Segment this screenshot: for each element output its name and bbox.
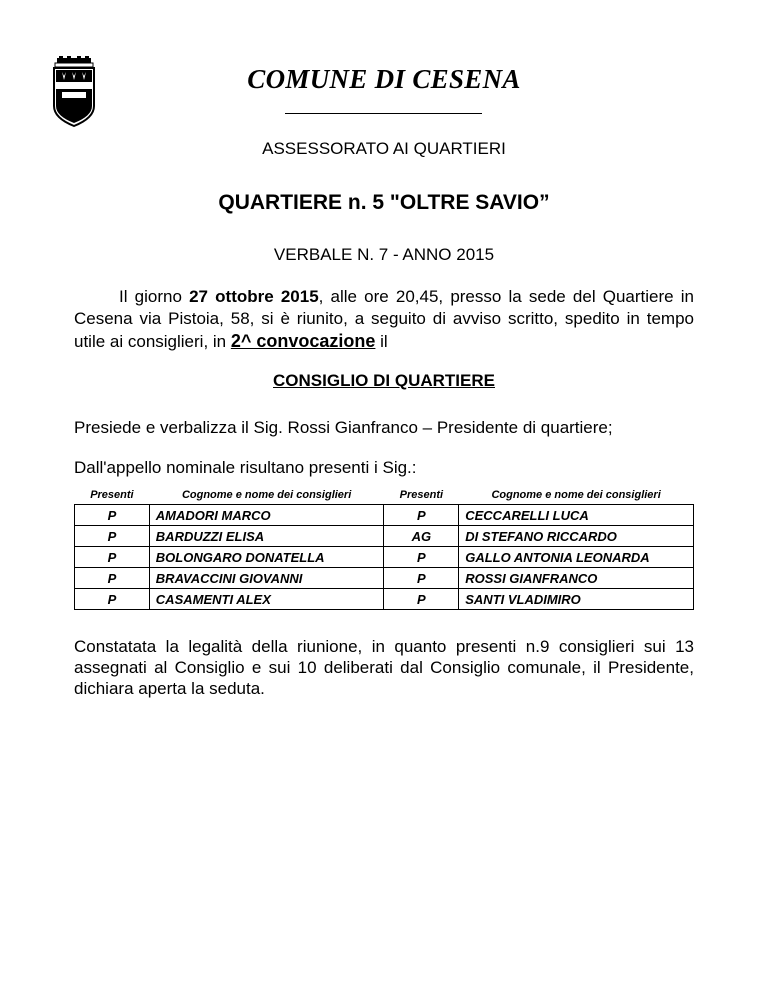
councillor-name: BARDUZZI ELISA	[149, 526, 384, 547]
councillor-name: CECCARELLI LUCA	[459, 505, 694, 526]
councillor-name: CASAMENTI ALEX	[149, 589, 384, 610]
table-row	[75, 526, 694, 547]
presence-mark: P	[384, 589, 459, 610]
intro-text-2: , alle ore 20,45, presso la sede del Quartiere in Cesena via Pistoia, 58, si è riunito, a seguito di avviso scritto, spedito in tempo utile ai consiglieri, in	[74, 287, 694, 351]
verbale-number: VERBALE N. 7 - ANNO 2015	[273, 245, 495, 264]
presence-mark: P	[75, 526, 150, 547]
header-nome-2: Cognome e nome dei consiglieri	[491, 489, 661, 501]
presence-mark: AG	[384, 526, 459, 547]
presence-mark: P	[75, 505, 150, 526]
comune-title: COMUNE DI CESENA	[247, 64, 521, 94]
presence-mark: P	[75, 589, 150, 610]
councillor-name: ROSSI GIANFRANCO	[459, 568, 694, 589]
table-row	[75, 505, 694, 526]
appello-line: Dall'appello nominale risultano presenti i Sig.:	[74, 458, 417, 477]
presiede-line: Presiede e verbalizza il Sig. Rossi Gianfranco – Presidente di quartiere;	[74, 418, 613, 437]
attendance-header-row	[75, 488, 694, 505]
presence-mark: P	[384, 505, 459, 526]
header-nome-1: Cognome e nome dei consiglieri	[181, 489, 352, 501]
intro-text-1: Il giorno	[119, 287, 190, 306]
table-row	[75, 568, 694, 589]
header-presenti-1: Presenti	[90, 489, 134, 501]
header-presenti-2: Presenti	[399, 489, 444, 501]
councillor-name: DI STEFANO RICCARDO	[459, 526, 694, 547]
intro-text-3: il	[375, 332, 388, 351]
title-underline	[285, 113, 482, 114]
attendance-table	[74, 488, 694, 610]
table-row	[75, 547, 694, 568]
councillor-name: AMADORI MARCO	[149, 505, 384, 526]
presence-mark: P	[384, 547, 459, 568]
meeting-date: 27 ottobre 2015	[189, 287, 319, 306]
presence-mark: P	[384, 568, 459, 589]
consiglio-heading: CONSIGLIO DI QUARTIERE	[273, 371, 495, 390]
convocazione: 2^ convocazione	[230, 331, 376, 351]
councillor-name: GALLO ANTONIA LEONARDA	[459, 547, 694, 568]
assessorato-heading: ASSESSORATO AI QUARTIERI	[262, 139, 506, 158]
councillor-name: BRAVACCINI GIOVANNI	[149, 568, 384, 589]
councillor-name: BOLONGARO DONATELLA	[149, 547, 384, 568]
quartiere-heading: QUARTIERE n. 5 "OLTRE SAVIO”	[218, 191, 550, 214]
intro-paragraph	[74, 286, 694, 353]
presence-mark: P	[75, 568, 150, 589]
table-row	[75, 589, 694, 610]
conclusion-paragraph: Constatata la legalità della riunione, in quanto presenti n.9 consiglieri sui 13 assegnati al Consiglio e sui 10 deliberati dal Consiglio comunale, il Presidente, dichiara aperta la seduta.	[74, 637, 694, 698]
presence-mark: P	[75, 547, 150, 568]
councillor-name: SANTI VLADIMIRO	[459, 589, 694, 610]
